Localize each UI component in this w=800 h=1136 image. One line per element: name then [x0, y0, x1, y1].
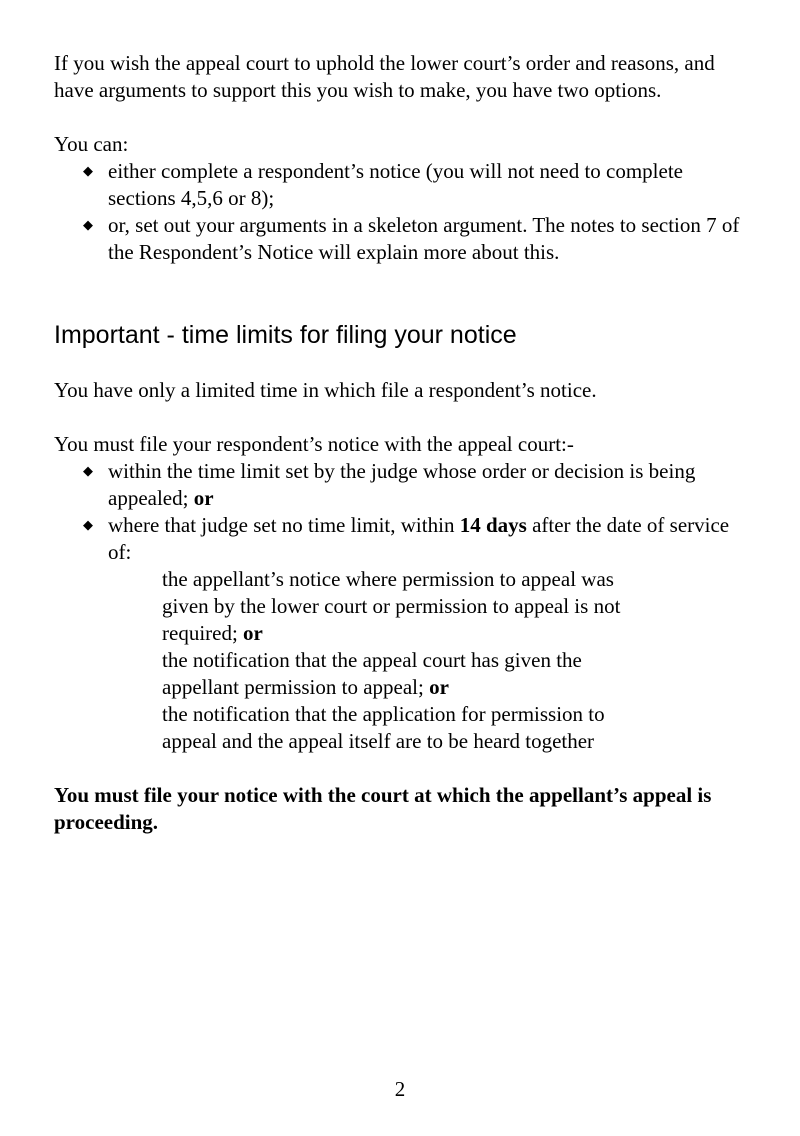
- intro-paragraph: If you wish the appeal court to uphold the lower court’s order and reasons, and have arguments to support this you wish to make, you have two options.: [54, 51, 715, 102]
- option-text: or, set out your arguments in a skeleton argument. The notes to section 7 of the Respondent’s Notice will explain more about this.: [108, 213, 740, 264]
- service-item-text: the notification that the application for permission to appeal and the appeal itself are to be heard together: [162, 702, 605, 753]
- options-section: [54, 131, 754, 266]
- diamond-bullet-icon: ◆: [83, 464, 93, 479]
- page-number: 2: [394, 1077, 406, 1101]
- list-item: [54, 458, 754, 512]
- option-text: either complete a respondent’s notice (you will not need to complete sections 4,5,6 or 8);: [108, 159, 683, 210]
- days-emphasis: 14 days: [459, 513, 527, 537]
- item-text: after the date of service of:: [108, 513, 730, 564]
- must-file-list: [54, 458, 754, 566]
- document-page: [54, 50, 754, 836]
- final-note: You must file your notice with the court at which the appellant’s appeal is proceeding.: [54, 783, 712, 834]
- item-text: where that judge set no time limit, within: [108, 513, 455, 537]
- service-item-text: the notification that the appeal court has given the appellant permission to appeal;: [162, 648, 582, 699]
- conjunction: or: [193, 486, 214, 510]
- diamond-bullet-icon: ◆: [83, 164, 93, 179]
- conjunction: or: [243, 621, 263, 645]
- options-list: [54, 158, 754, 266]
- section-heading: Important - time limits for filing your notice: [54, 321, 517, 349]
- list-item: [54, 158, 754, 212]
- service-of-block: [54, 566, 662, 755]
- must-file-section: [54, 431, 754, 755]
- service-item: [162, 701, 662, 755]
- options-lead: You can:: [54, 132, 129, 156]
- conjunction: or: [429, 675, 449, 699]
- list-item: [54, 212, 754, 266]
- list-item: [54, 512, 754, 566]
- diamond-bullet-icon: ◆: [83, 218, 93, 233]
- service-item-text: the appellant’s notice where permission to appeal was given by the lower court or permission to appeal is not required;: [162, 567, 621, 645]
- diamond-bullet-icon: ◆: [83, 518, 93, 533]
- must-file-lead: You must file your respondent’s notice with the appeal court:-: [54, 432, 574, 456]
- item-text: within the time limit set by the judge whose order or decision is being appealed;: [108, 459, 696, 510]
- service-item: [162, 566, 662, 647]
- limited-time-paragraph: You have only a limited time in which file a respondent’s notice.: [54, 378, 597, 402]
- service-item: [162, 647, 662, 701]
